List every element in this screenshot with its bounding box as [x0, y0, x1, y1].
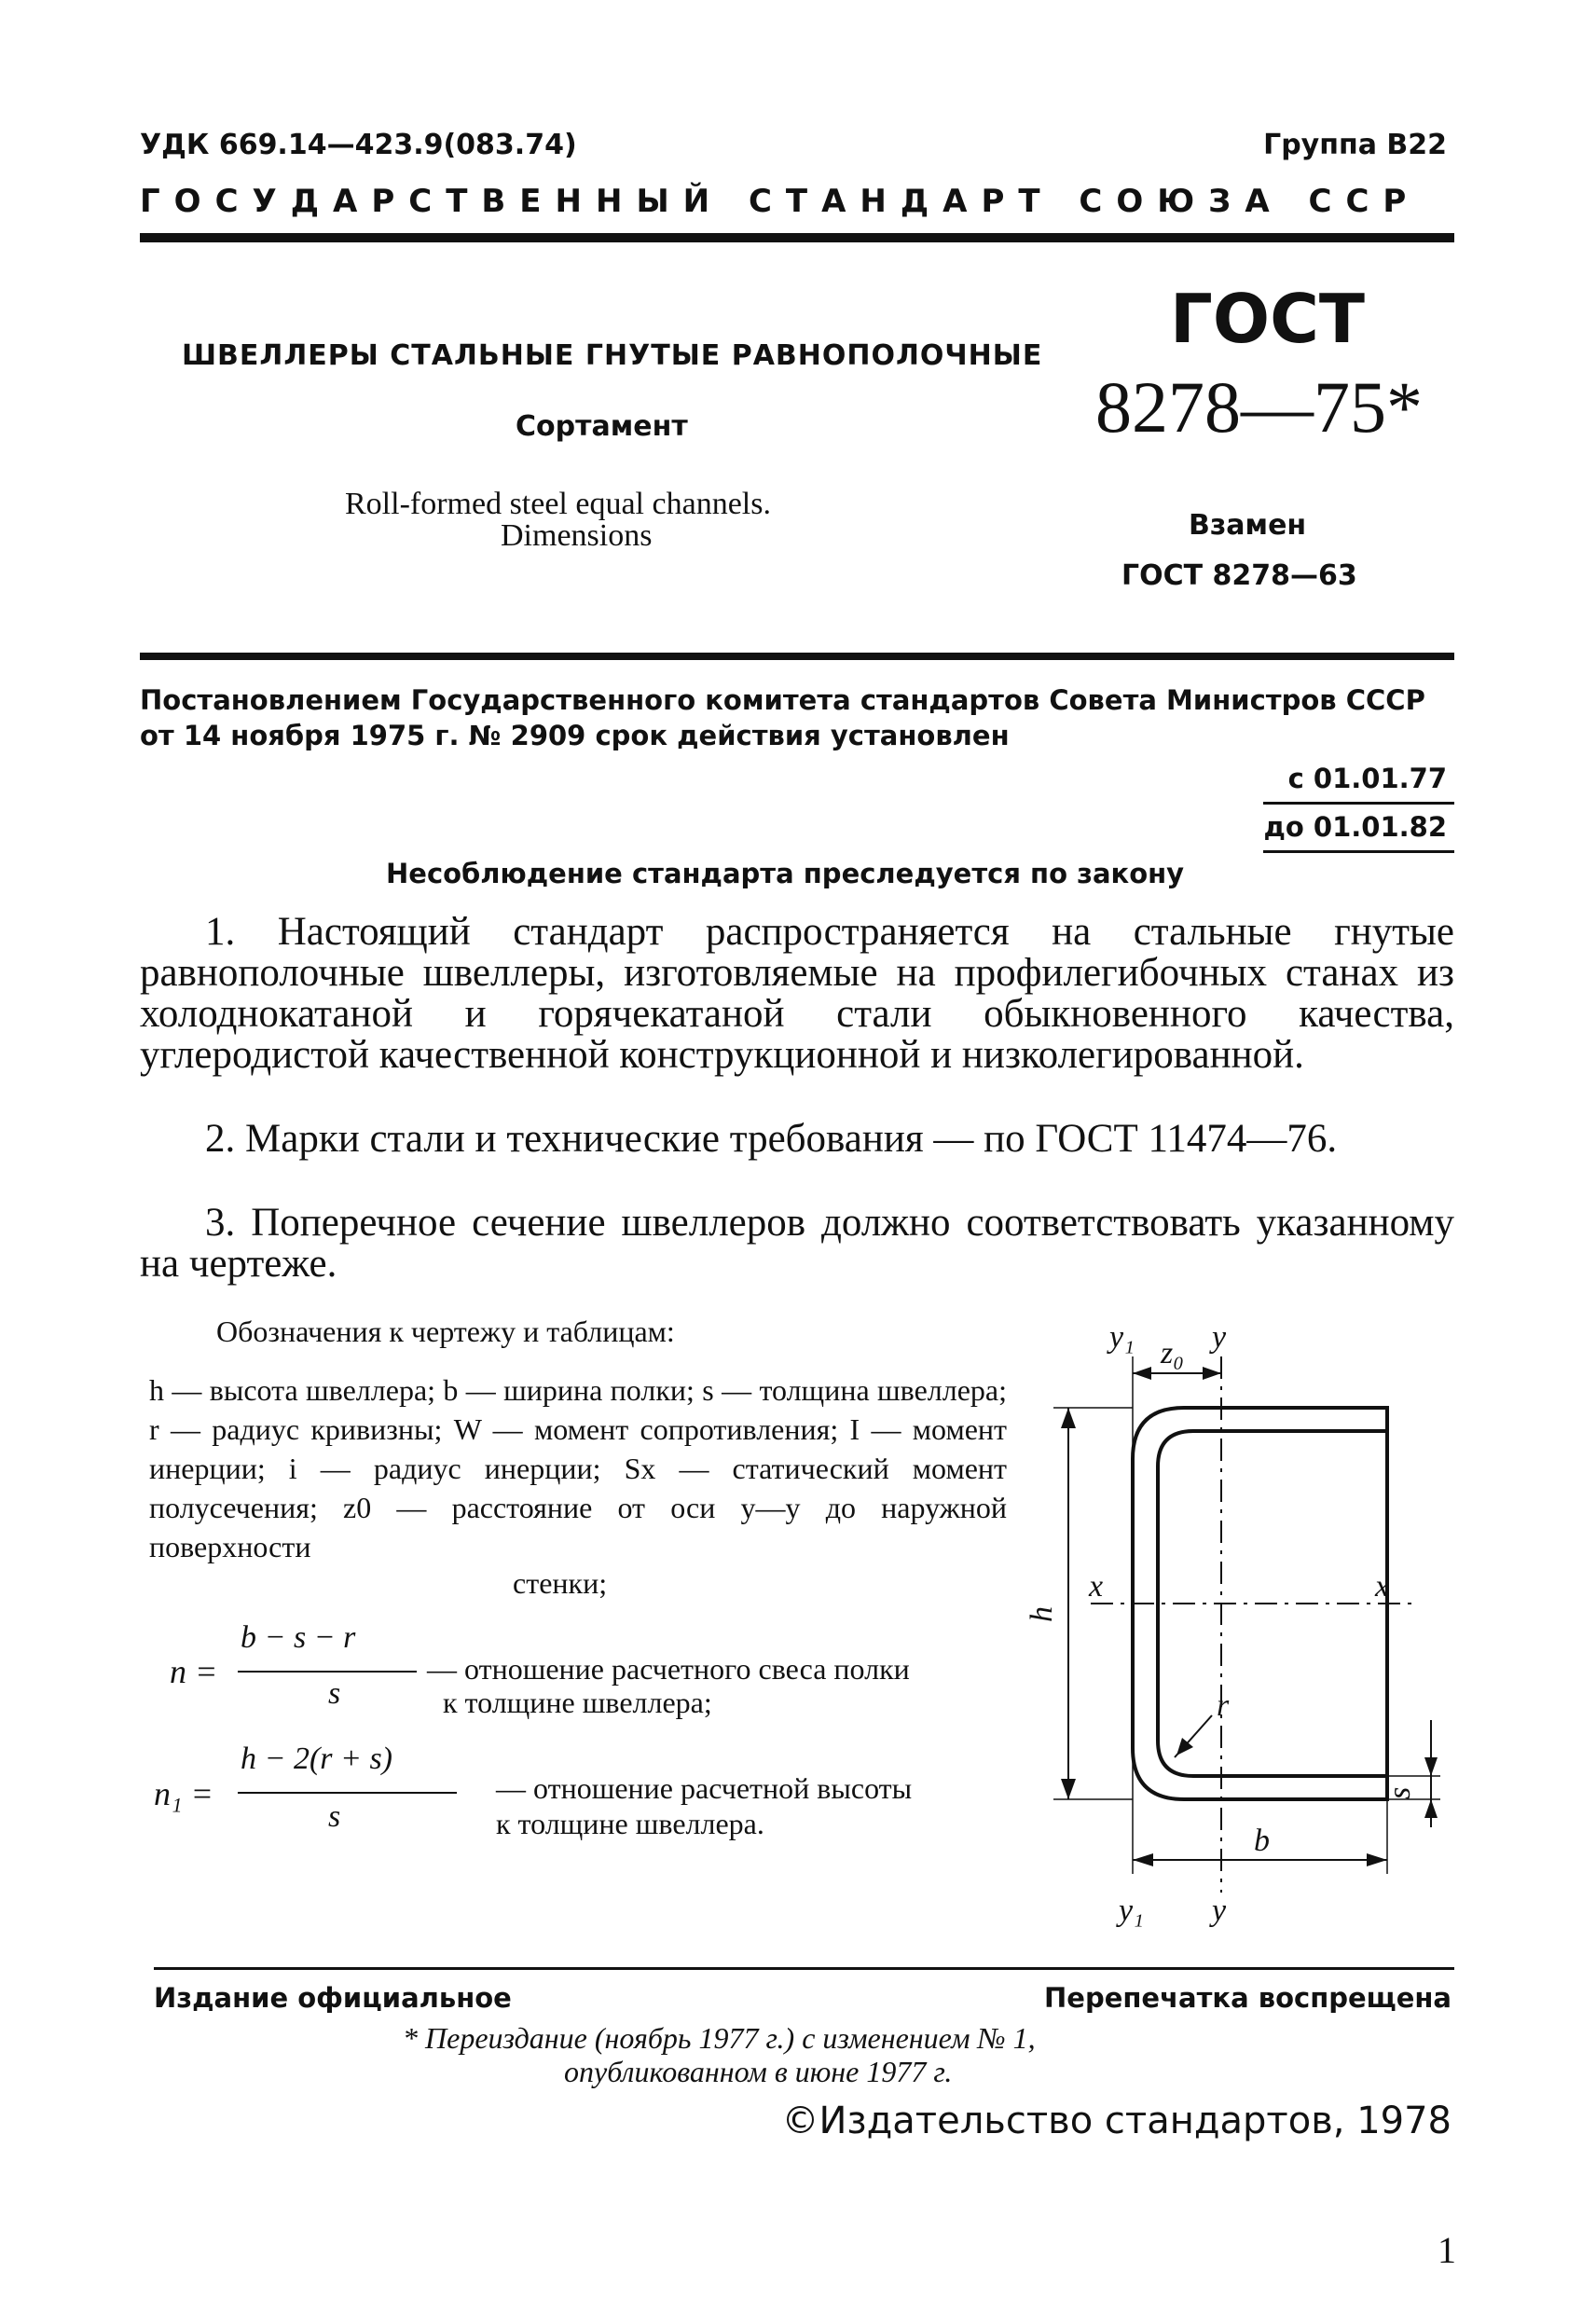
paragraph-2: 2. Марки стали и технические требования — по ГОСТ 11474—76. — [205, 1117, 1338, 1161]
legend-text: h — высота швеллера; b — ширина полки; s — толщина швеллера; r — радиус кривизны; W — момент сопротивления; I — момент инерции; i — радиус инерции; Sx — статический момент полусечения; z0 — расстояние от оси y—y до наружной поверхности — [149, 1373, 1007, 1563]
valid-to: до 01.01.82 — [1263, 811, 1447, 843]
formula-n-description-line1: — отношение расчетного свеса полки — [427, 1652, 910, 1686]
formula-n1-label: n₁ = — [154, 1775, 213, 1812]
document-title: ШВЕЛЛЕРЫ СТАЛЬНЫЕ ГНУТЫЕ РАВНОПОЛОЧНЫЕ — [182, 339, 1043, 372]
legend-heading: Обозначения к чертежу и таблицам: — [216, 1315, 675, 1348]
english-title-line2: Dimensions — [501, 518, 653, 553]
official-edition: Издание официальное — [154, 1982, 512, 2014]
label-x-right: x — [1375, 1569, 1390, 1604]
gost-label: ГОСТ — [1170, 280, 1366, 358]
formula-n-numerator: b − s − r — [241, 1620, 356, 1655]
footer-rule — [154, 1967, 1454, 1970]
page-number: 1 — [1438, 2229, 1456, 2271]
english-title-line1: Roll-formed steel equal channels. — [345, 487, 771, 521]
document-subtitle: Сортамент — [516, 410, 688, 443]
label-y-top: y — [1212, 1320, 1227, 1355]
label-r: r — [1217, 1688, 1230, 1723]
formula-n-label: n = — [170, 1653, 218, 1690]
label-x-left: x — [1089, 1569, 1104, 1604]
decree-line2: от 14 ноября 1975 г. № 2909 срок действия установлен — [140, 720, 1010, 751]
paragraph-1: 1. Настоящий стандарт распространяется на стальные гнутые равнополочные швеллеры, изготовляемые на профилегибочных станах из холоднокатаной и горячекатаной стали обыкновенного качества, углеродистой качественной конструкционной и низколегированной. — [140, 910, 1454, 1077]
label-h: h — [1025, 1606, 1059, 1622]
legend-last-line: стенки; — [513, 1566, 608, 1600]
formula-n1-denominator: s — [328, 1799, 341, 1834]
label-y-bottom: y — [1212, 1893, 1227, 1928]
formula-n-denominator: s — [328, 1676, 341, 1711]
replaces-gost: ГОСТ 8278—63 — [1121, 559, 1357, 592]
udk-code: УДК 669.14—423.9(083.74) — [140, 129, 577, 161]
label-b: b — [1254, 1824, 1270, 1858]
law-notice: Несоблюдение стандарта преследуется по закону — [386, 858, 1185, 889]
label-z0: z₀ — [1161, 1336, 1185, 1370]
valid-from: с 01.01.77 — [1287, 763, 1447, 794]
state-standard-heading: ГОСУДАРСТВЕННЫЙ СТАНДАРТ СОЮЗА ССР — [140, 183, 1421, 220]
reissue-note-line2: опубликованном в июне 1977 г. — [564, 2055, 953, 2088]
label-s: s — [1383, 1786, 1417, 1799]
reissue-note-line1: * Переиздание (ноябрь 1977 г.) с изменением № 1, — [403, 2021, 1036, 2055]
formula-n-description-line2: к толщине швеллера; — [443, 1686, 712, 1719]
label-y1-bottom: y₁ — [1119, 1893, 1144, 1928]
gost-number: 8278—75* — [1095, 366, 1423, 447]
publisher-copyright: ©Издательство стандартов, 1978 — [781, 2100, 1452, 2142]
replaces-label: Взамен — [1189, 509, 1307, 542]
formula-n1-description-line2: к толщине швеллера. — [496, 1807, 764, 1840]
paragraph-3: 3. Поперечное сечение швеллеров должно соответствовать указанному на чертеже. — [140, 1201, 1454, 1286]
reprint-prohibited: Перепечатка воспрещена — [1044, 1982, 1452, 2014]
formula-n1-description-line1: — отношение расчетной высоты — [496, 1771, 913, 1805]
label-y1-top: y₁ — [1109, 1320, 1135, 1355]
formula-n1-numerator: h − 2(r + s) — [241, 1742, 392, 1776]
decree-line1: Постановлением Государственного комитета стандартов Совета Министров СССР — [140, 684, 1425, 716]
group-code: Группа В22 — [1263, 129, 1447, 161]
